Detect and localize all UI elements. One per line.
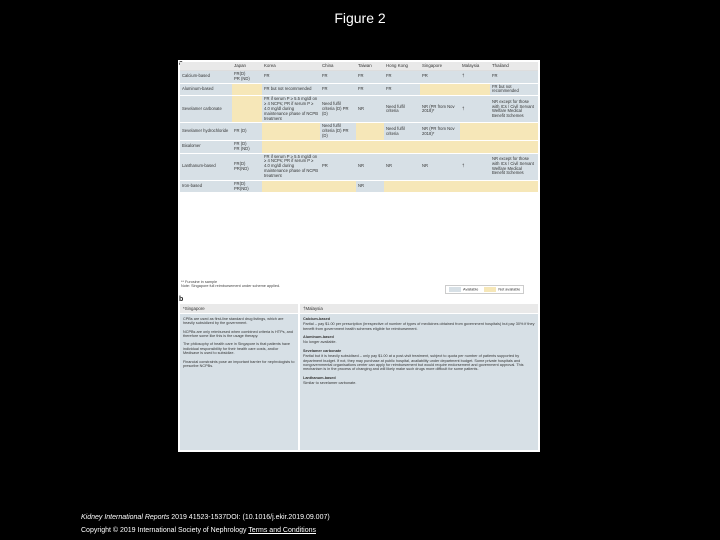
legend-not-available: Not available xyxy=(484,287,520,292)
table-cell: FR(D) PR (ND) xyxy=(232,71,262,84)
legend xyxy=(445,285,524,294)
section-heading: Sevelamer carbonate xyxy=(303,348,342,353)
paragraph: No longer available. xyxy=(303,340,337,345)
section-heading: Aluminum-based xyxy=(303,335,334,340)
table-cell xyxy=(460,83,490,96)
legend-available: Available xyxy=(449,287,478,292)
singapore-header: *Singapore xyxy=(180,304,298,313)
column-header: Singapore xyxy=(420,62,460,71)
table-cell xyxy=(262,180,320,192)
table-cell xyxy=(420,180,460,192)
table-row xyxy=(180,180,538,192)
malaysia-notes xyxy=(300,314,538,450)
table-cell: FR (D) FR (ND) xyxy=(232,140,262,153)
table-cell xyxy=(490,140,538,153)
table-cell: PR xyxy=(420,71,460,84)
table-cell: FR(D) PR(ND) xyxy=(232,153,262,180)
table-cell xyxy=(490,123,538,140)
row-label: Sevelamer carbonate xyxy=(180,96,232,123)
table-row xyxy=(180,140,538,153)
table-cell xyxy=(320,180,356,192)
table-cell xyxy=(384,140,420,153)
table-cell xyxy=(320,140,356,153)
table-cell xyxy=(460,140,490,153)
paragraph: Partial but it is heavily subsidised – only pay $1.00 at a post-visit treatment, subject to quota per number of patients supported by department budget. If not, they may purchase at public hospital, availability under department budget. Some private hospitals and nongovernmental organisations center can apply for reimbursement but would require endorsement and government approval. This mechanism is in the process of changing and will likely make such drugs more difficult for some patients. xyxy=(303,354,524,372)
citation-doi: 2019 41523-1537DOI: (10.1016/j.ekir.2019.09.007) xyxy=(169,514,330,521)
table-cell: NR except for those with ICs / Civil Servant Welfare Medical Benefit Schemes xyxy=(490,96,538,123)
terms-link[interactable]: Terms and Conditions xyxy=(248,527,316,534)
table-cell: NR xyxy=(420,153,460,180)
table-notes xyxy=(181,280,421,289)
column-header: Japan xyxy=(232,62,262,71)
table-cell: NR (PR from Nov 2018)* xyxy=(420,123,460,140)
table-cell: NR xyxy=(356,96,384,123)
table-cell xyxy=(262,123,320,140)
note-line: Note: Singapore full reimbursement under scheme applied. xyxy=(181,284,281,289)
panel-b xyxy=(180,304,538,450)
paragraph: Financial constraints pose an important barrier for nephrologists to prescribe NCPBs. xyxy=(183,359,295,368)
paragraph: Similar to sevelamer carbonate. xyxy=(303,380,357,385)
table-cell: FR xyxy=(384,83,420,96)
table-cell: FR xyxy=(384,71,420,84)
table-cell xyxy=(356,140,384,153)
caption-copyright xyxy=(81,527,316,534)
row-label: Iron-based xyxy=(180,180,232,192)
caption-citation xyxy=(81,514,330,521)
paragraph: CPBs are used as first-line standard drug listings, which are heavily subsidized by the government. xyxy=(183,317,284,326)
table-cell xyxy=(262,140,320,153)
column-header: Thailand xyxy=(490,62,538,71)
paragraph: Partial – pay $1.00 per prescription (irrespective of number of types of medicines obtained from government hospitals) but pay 30% if they benefit from government health schemes eligible for reimbursement. xyxy=(303,322,535,331)
column-header: Korea xyxy=(262,62,320,71)
table-cell xyxy=(420,140,460,153)
note-line: ** Furosine in sample xyxy=(181,280,218,284)
table-cell: PR xyxy=(320,153,356,180)
table-cell: Need fulfil criteria xyxy=(384,96,420,123)
table-cell xyxy=(460,123,490,140)
panel-b-letter: b xyxy=(179,296,184,303)
table-cell: FR but not recommended xyxy=(262,83,320,96)
column-header: Taiwan xyxy=(356,62,384,71)
table-row xyxy=(180,71,538,84)
paragraph: The philosophy of health care in Singapore is that patients have individual responsibility for their health care costs, and/or Medisave is used to subsidize. xyxy=(183,342,291,356)
column-header-empty xyxy=(180,62,232,71)
table-cell: FR xyxy=(320,71,356,84)
table-cell: Need fulfil criteria (D) PR (D) xyxy=(320,96,356,123)
table-cell: FR(D) PR(ND) xyxy=(232,180,262,192)
journal-name: Kidney International Reports xyxy=(81,514,170,521)
table-cell: FR xyxy=(262,71,320,84)
table-cell: FR xyxy=(356,71,384,84)
column-header: Malaysia xyxy=(460,62,490,71)
table-cell: † xyxy=(460,71,490,84)
table-cell xyxy=(356,123,384,140)
section-heading: Lanthanum-based xyxy=(303,375,336,380)
figure-title: Figure 2 xyxy=(334,10,386,26)
column-header: Hong Kong xyxy=(384,62,420,71)
column-header: China xyxy=(320,62,356,71)
table-row xyxy=(180,96,538,123)
paragraph: NCPBs are only reimbursed when combined criteria is HTPs, and therefore some like this is the usage therapy. xyxy=(183,329,293,339)
table-cell xyxy=(420,83,460,96)
table-row xyxy=(180,83,538,96)
table-cell xyxy=(232,96,262,123)
row-label: Lanthanum-based xyxy=(180,153,232,180)
table-cell: FR if serum P ≥ 5.5 mg/dl on ≥ 4 NCPs; PR if serum P ≥ 4.0 mg/dl during maintenance phase of NCPB treatment xyxy=(262,96,320,123)
row-label: Calcium-based xyxy=(180,71,232,84)
row-label: Sevelamer hydrochloride xyxy=(180,123,232,140)
row-label: Aluminum-based xyxy=(180,83,232,96)
table-cell: FR if serum P ≥ 5.5 mg/dl on ≥ 4 NCPs; PR if serum P ≥ 4.0 mg/dl during maintenance phase of NCPB treatment xyxy=(262,153,320,180)
singapore-notes xyxy=(180,314,298,450)
reimbursement-table xyxy=(180,62,538,192)
table-cell: FR xyxy=(490,71,538,84)
row-label: Bixalomer xyxy=(180,140,232,153)
table-row xyxy=(180,153,538,180)
copyright-text: Copyright © 2019 International Society of Nephrology xyxy=(81,527,249,534)
table-cell: † xyxy=(460,96,490,123)
table-cell xyxy=(384,180,420,192)
table-cell: NR xyxy=(356,180,384,192)
table-row xyxy=(180,123,538,140)
table-cell: † xyxy=(460,153,490,180)
table-cell: Need fulfil criteria xyxy=(384,123,420,140)
table-cell xyxy=(490,180,538,192)
table-cell: NR xyxy=(384,153,420,180)
table-cell: FR (D) xyxy=(232,123,262,140)
table-cell: FR xyxy=(320,83,356,96)
table-cell xyxy=(232,83,262,96)
malaysia-header: †Malaysia xyxy=(300,304,538,313)
section-heading: Calcium-based xyxy=(303,317,331,321)
table-cell: FR but not recommended xyxy=(490,83,538,96)
table-cell xyxy=(460,180,490,192)
table-cell: NR except for those with ICs / Civil Servant Welfare Medical Benefit Schemes xyxy=(490,153,538,180)
table-cell: NR (PR from Nov 2018)* xyxy=(420,96,460,123)
table-cell: Need fulfil criteria (D) PR (D) xyxy=(320,123,356,140)
table-cell: NR xyxy=(356,153,384,180)
figure-image xyxy=(178,60,540,452)
table-cell: FR xyxy=(356,83,384,96)
